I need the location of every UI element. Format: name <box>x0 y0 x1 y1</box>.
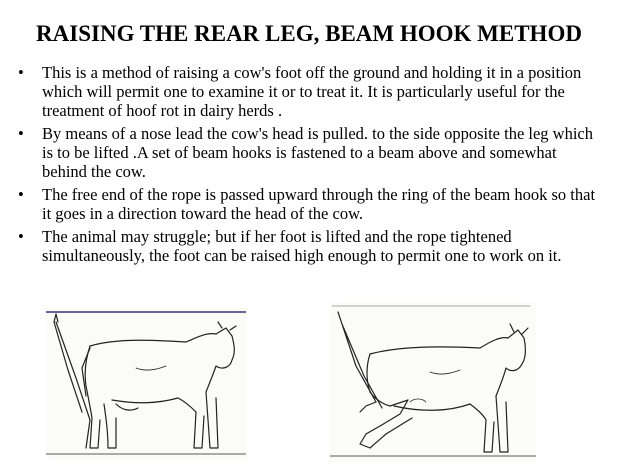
cow-beam-hook-illustration-leg-raised <box>330 302 536 462</box>
bullet-item <box>18 124 603 181</box>
slide-title: RAISING THE REAR LEG, BEAM HOOK METHOD <box>36 21 582 46</box>
bullet-item <box>18 185 603 223</box>
bullet-dot: • <box>18 185 24 204</box>
bullet-text: The free end of the rope is passed upward through the ring of the beam hook so that it goes in a direction toward the head of the cow. <box>42 185 596 223</box>
bullet-text: By means of a nose lead the cow's head is pulled. to the side opposite the leg which is to be lifted .A set of beam hooks is fastened to a beam above and somewhat behind the cow. <box>42 124 594 181</box>
bullet-text: The animal may struggle; but if her foot is lifted and the rope tightened simultaneously, the foot can be raised high enough to permit one to work on it. <box>42 227 562 265</box>
bullet-dot: • <box>18 227 24 246</box>
bullet-list <box>18 63 603 269</box>
bullet-dot: • <box>18 63 24 82</box>
cow-beam-hook-illustration-standing <box>46 308 246 460</box>
bullet-item <box>18 227 603 265</box>
bullet-dot: • <box>18 124 24 143</box>
bullet-item <box>18 63 603 120</box>
bullet-text: This is a method of raising a cow's foot off the ground and holding it in a position which will permit one to examine it or to treat it. It is particularly useful for the treatment of hoof rot in dairy herds . <box>42 63 582 120</box>
